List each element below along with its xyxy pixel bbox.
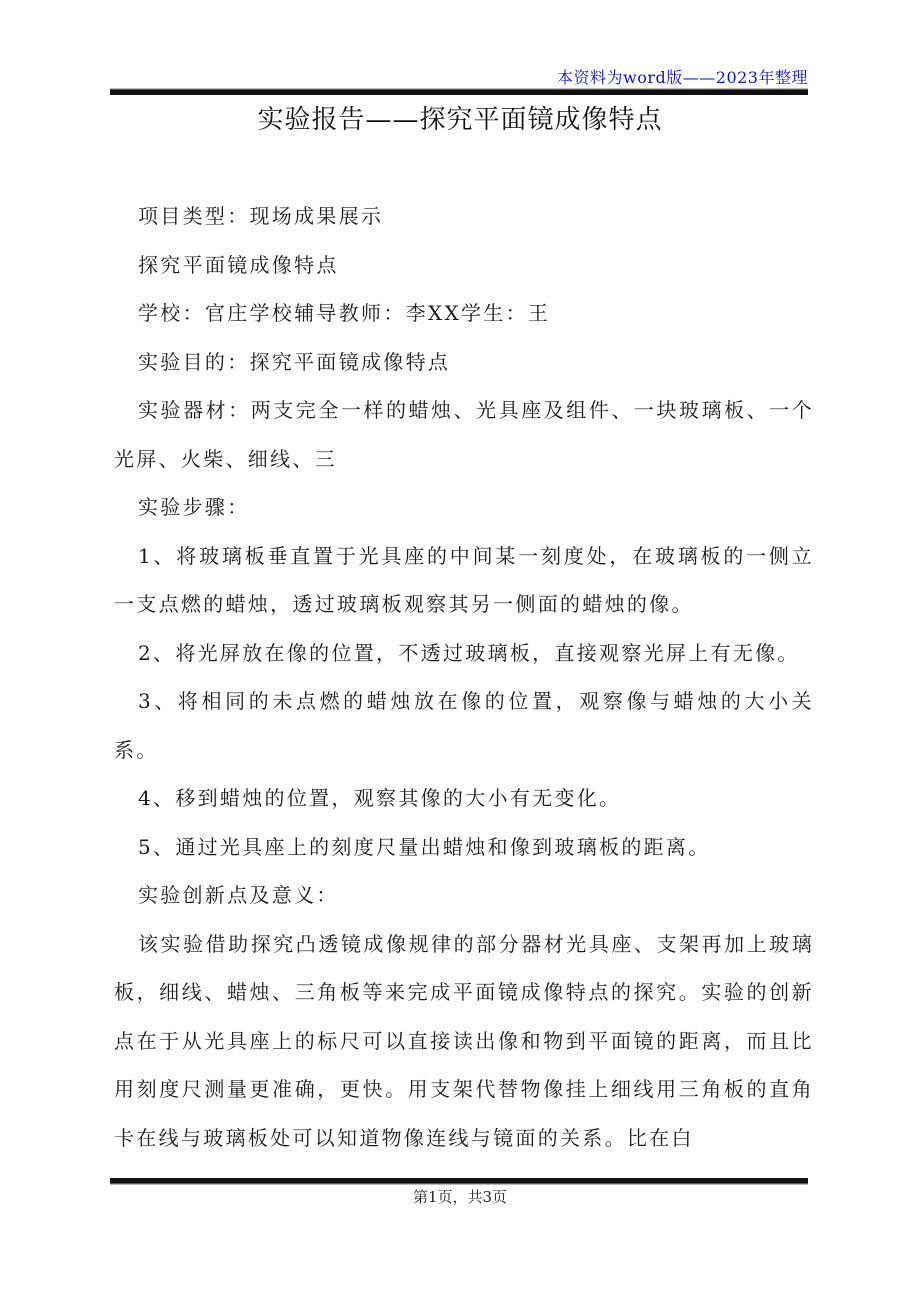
paragraph-equipment: 实验器材：两支完全一样的蜡烛、光具座及组件、一块玻璃板、一个光屏、火柴、细线、三 <box>114 398 814 471</box>
paragraph-steps-heading: 实验步骤： <box>138 495 250 519</box>
footer-divider <box>110 1178 808 1184</box>
paragraph-innovation-heading: 实验创新点及意义： <box>138 883 339 907</box>
paragraph-step-5: 5、通过光具座上的刻度尺量出蜡烛和像到玻璃板的距离。 <box>138 834 711 859</box>
document-title: 实验报告——探究平面镜成像特点 <box>257 105 663 135</box>
paragraph-step-3: 3、将相同的未点燃的蜡烛放在像的位置，观察像与蜡烛的大小关系。 <box>114 689 814 762</box>
paragraph-step-1: 1、将玻璃板垂直置于光具座的中间某一刻度处，在玻璃板的一侧立一支点燃的蜡烛，透过玻璃板观察其另一侧面的蜡烛的像。 <box>114 543 814 616</box>
header-note: 本资料为word版——2023年整理 <box>557 68 808 87</box>
paragraph-school: 学校：官庄学校辅导教师：李XX学生：王 <box>138 301 551 325</box>
paragraph-innovation-body: 该实验借助探究凸透镜成像规律的部分器材光具座、支架再加上玻璃板，细线、蜡烛、三角板等来完成平面镜成像特点的探究。实验的创新点在于从光具座上的标尺可以直接读出像和物到平面镜的距离，而且比用刻度尺测量更准确，更快。用支架代替物像挂上细线用三角板的直角卡在线与玻璃板处可以知道物像连线与镜面的关系。比在白 <box>114 931 814 1150</box>
paragraph-step-2: 2、将光屏放在像的位置，不透过玻璃板，直接观察光屏上有无像。 <box>138 640 800 665</box>
page-indicator: 第1页，共3页 <box>412 1188 508 1206</box>
paragraph-project-type: 项目类型：现场成果展示 <box>138 204 384 228</box>
paragraph-step-4: 4、移到蜡烛的位置，观察其像的大小有无变化。 <box>138 786 622 810</box>
paragraph-purpose: 实验目的：探究平面镜成像特点 <box>138 349 451 374</box>
document-body <box>114 192 814 1162</box>
header-divider <box>110 89 808 95</box>
paragraph-topic: 探究平面镜成像特点 <box>138 252 339 277</box>
